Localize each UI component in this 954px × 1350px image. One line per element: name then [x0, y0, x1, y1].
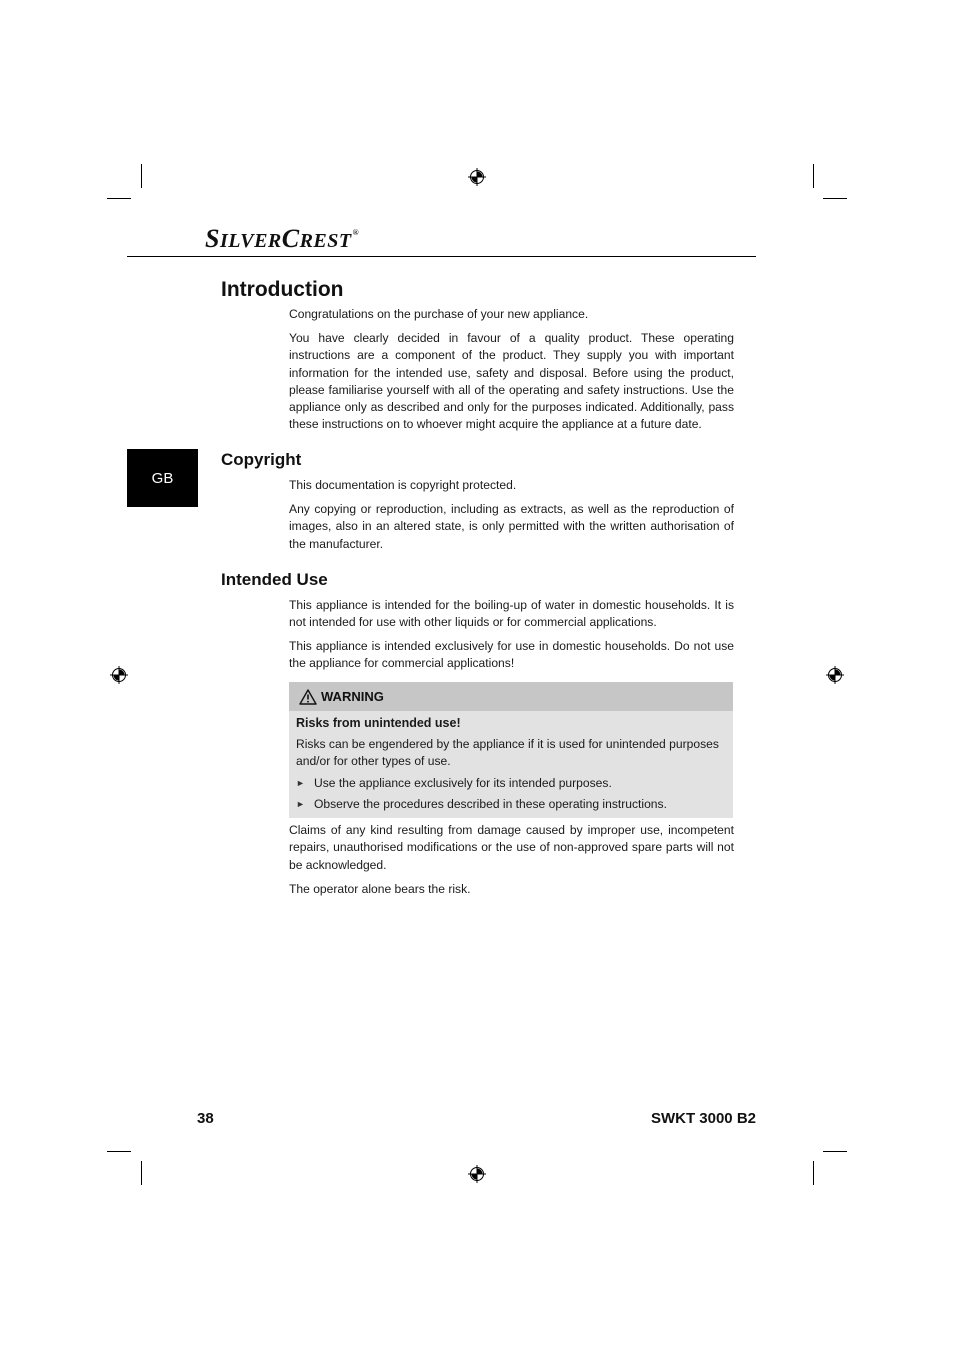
warning-bullet-text: Observe the procedures described in these operating instructions. — [314, 796, 667, 811]
intended-use-paragraph: This appliance is intended exclusively for use in domestic households. Do not use the appliance for commercial applications! — [289, 639, 734, 671]
registration-mark-icon — [110, 666, 128, 684]
page-number: 38 — [197, 1110, 214, 1127]
registered-mark: ® — [352, 228, 360, 237]
warning-subtitle: Risks from unintended use! — [296, 716, 461, 730]
bullet-arrow-icon: ► — [296, 798, 305, 809]
crop-mark — [107, 1151, 131, 1152]
model-number: SWKT 3000 B2 — [650, 1110, 756, 1127]
crop-mark — [813, 1161, 814, 1185]
intended-use-paragraph: The operator alone bears the risk. — [289, 882, 471, 896]
registration-mark-icon — [468, 168, 486, 186]
logo-initial-s: S — [205, 224, 220, 253]
copyright-paragraph: This documentation is copyright protected. — [289, 478, 517, 492]
logo-rest-crest: REST — [299, 230, 352, 252]
introduction-paragraph: Congratulations on the purchase of your new appliance. — [289, 307, 589, 321]
introduction-paragraph: You have clearly decided in favour of a quality product. These operating instructions are a component of the product. They supply you with important information for the intended use, safety and disposal. Before using the product, please familiarise yourself with all of the operating and safety instructions. Use the appliance only as described and only for the purposes indicated. Additionally, pass these instructions on to whoever might acquire the appliance at a future date. — [289, 331, 734, 432]
header-divider — [127, 256, 756, 257]
registration-mark-icon — [826, 666, 844, 684]
warning-body — [289, 711, 733, 813]
registration-mark-icon — [468, 1165, 486, 1183]
copyright-heading: Copyright — [221, 450, 302, 469]
brand-logo — [205, 218, 359, 256]
language-tab — [127, 449, 198, 507]
warning-label: WARNING — [321, 689, 384, 704]
crop-mark — [141, 164, 142, 188]
warning-bullet — [296, 775, 726, 792]
warning-triangle-icon — [299, 689, 317, 705]
warning-bullet-text: Use the appliance exclusively for its intended purposes. — [314, 775, 612, 790]
crop-mark — [107, 198, 131, 199]
language-tab-label: GB — [151, 469, 174, 487]
logo-initial-c: C — [281, 224, 300, 253]
warning-box — [289, 682, 733, 818]
crop-mark — [141, 1161, 142, 1185]
introduction-heading: Introduction — [221, 278, 344, 301]
intended-use-paragraph: This appliance is intended for the boiling-up of water in domestic households. It is not intended for use with other liquids or for commercial applications. — [289, 598, 734, 630]
copyright-paragraph: Any copying or reproduction, including as extracts, as well as the reproduction of images, also in an altered state, is only permitted with the written authorisation of the manufacturer. — [289, 502, 734, 551]
intended-use-heading: Intended Use — [221, 570, 328, 589]
warning-bullet — [296, 796, 726, 813]
intended-use-paragraph: Claims of any kind resulting from damage caused by improper use, incompetent repairs, unauthorised modifications or the use of non-approved spare parts will not be acknowledged. — [289, 823, 734, 872]
warning-header — [289, 682, 733, 711]
crop-mark — [823, 1151, 847, 1152]
crop-mark — [813, 164, 814, 188]
logo-rest-silver: ILVER — [219, 230, 282, 252]
crop-mark — [823, 198, 847, 199]
bullet-arrow-icon: ► — [296, 777, 305, 788]
warning-text: Risks can be engendered by the appliance if it is used for unintended purposes and/or for other types of use. — [296, 737, 719, 769]
